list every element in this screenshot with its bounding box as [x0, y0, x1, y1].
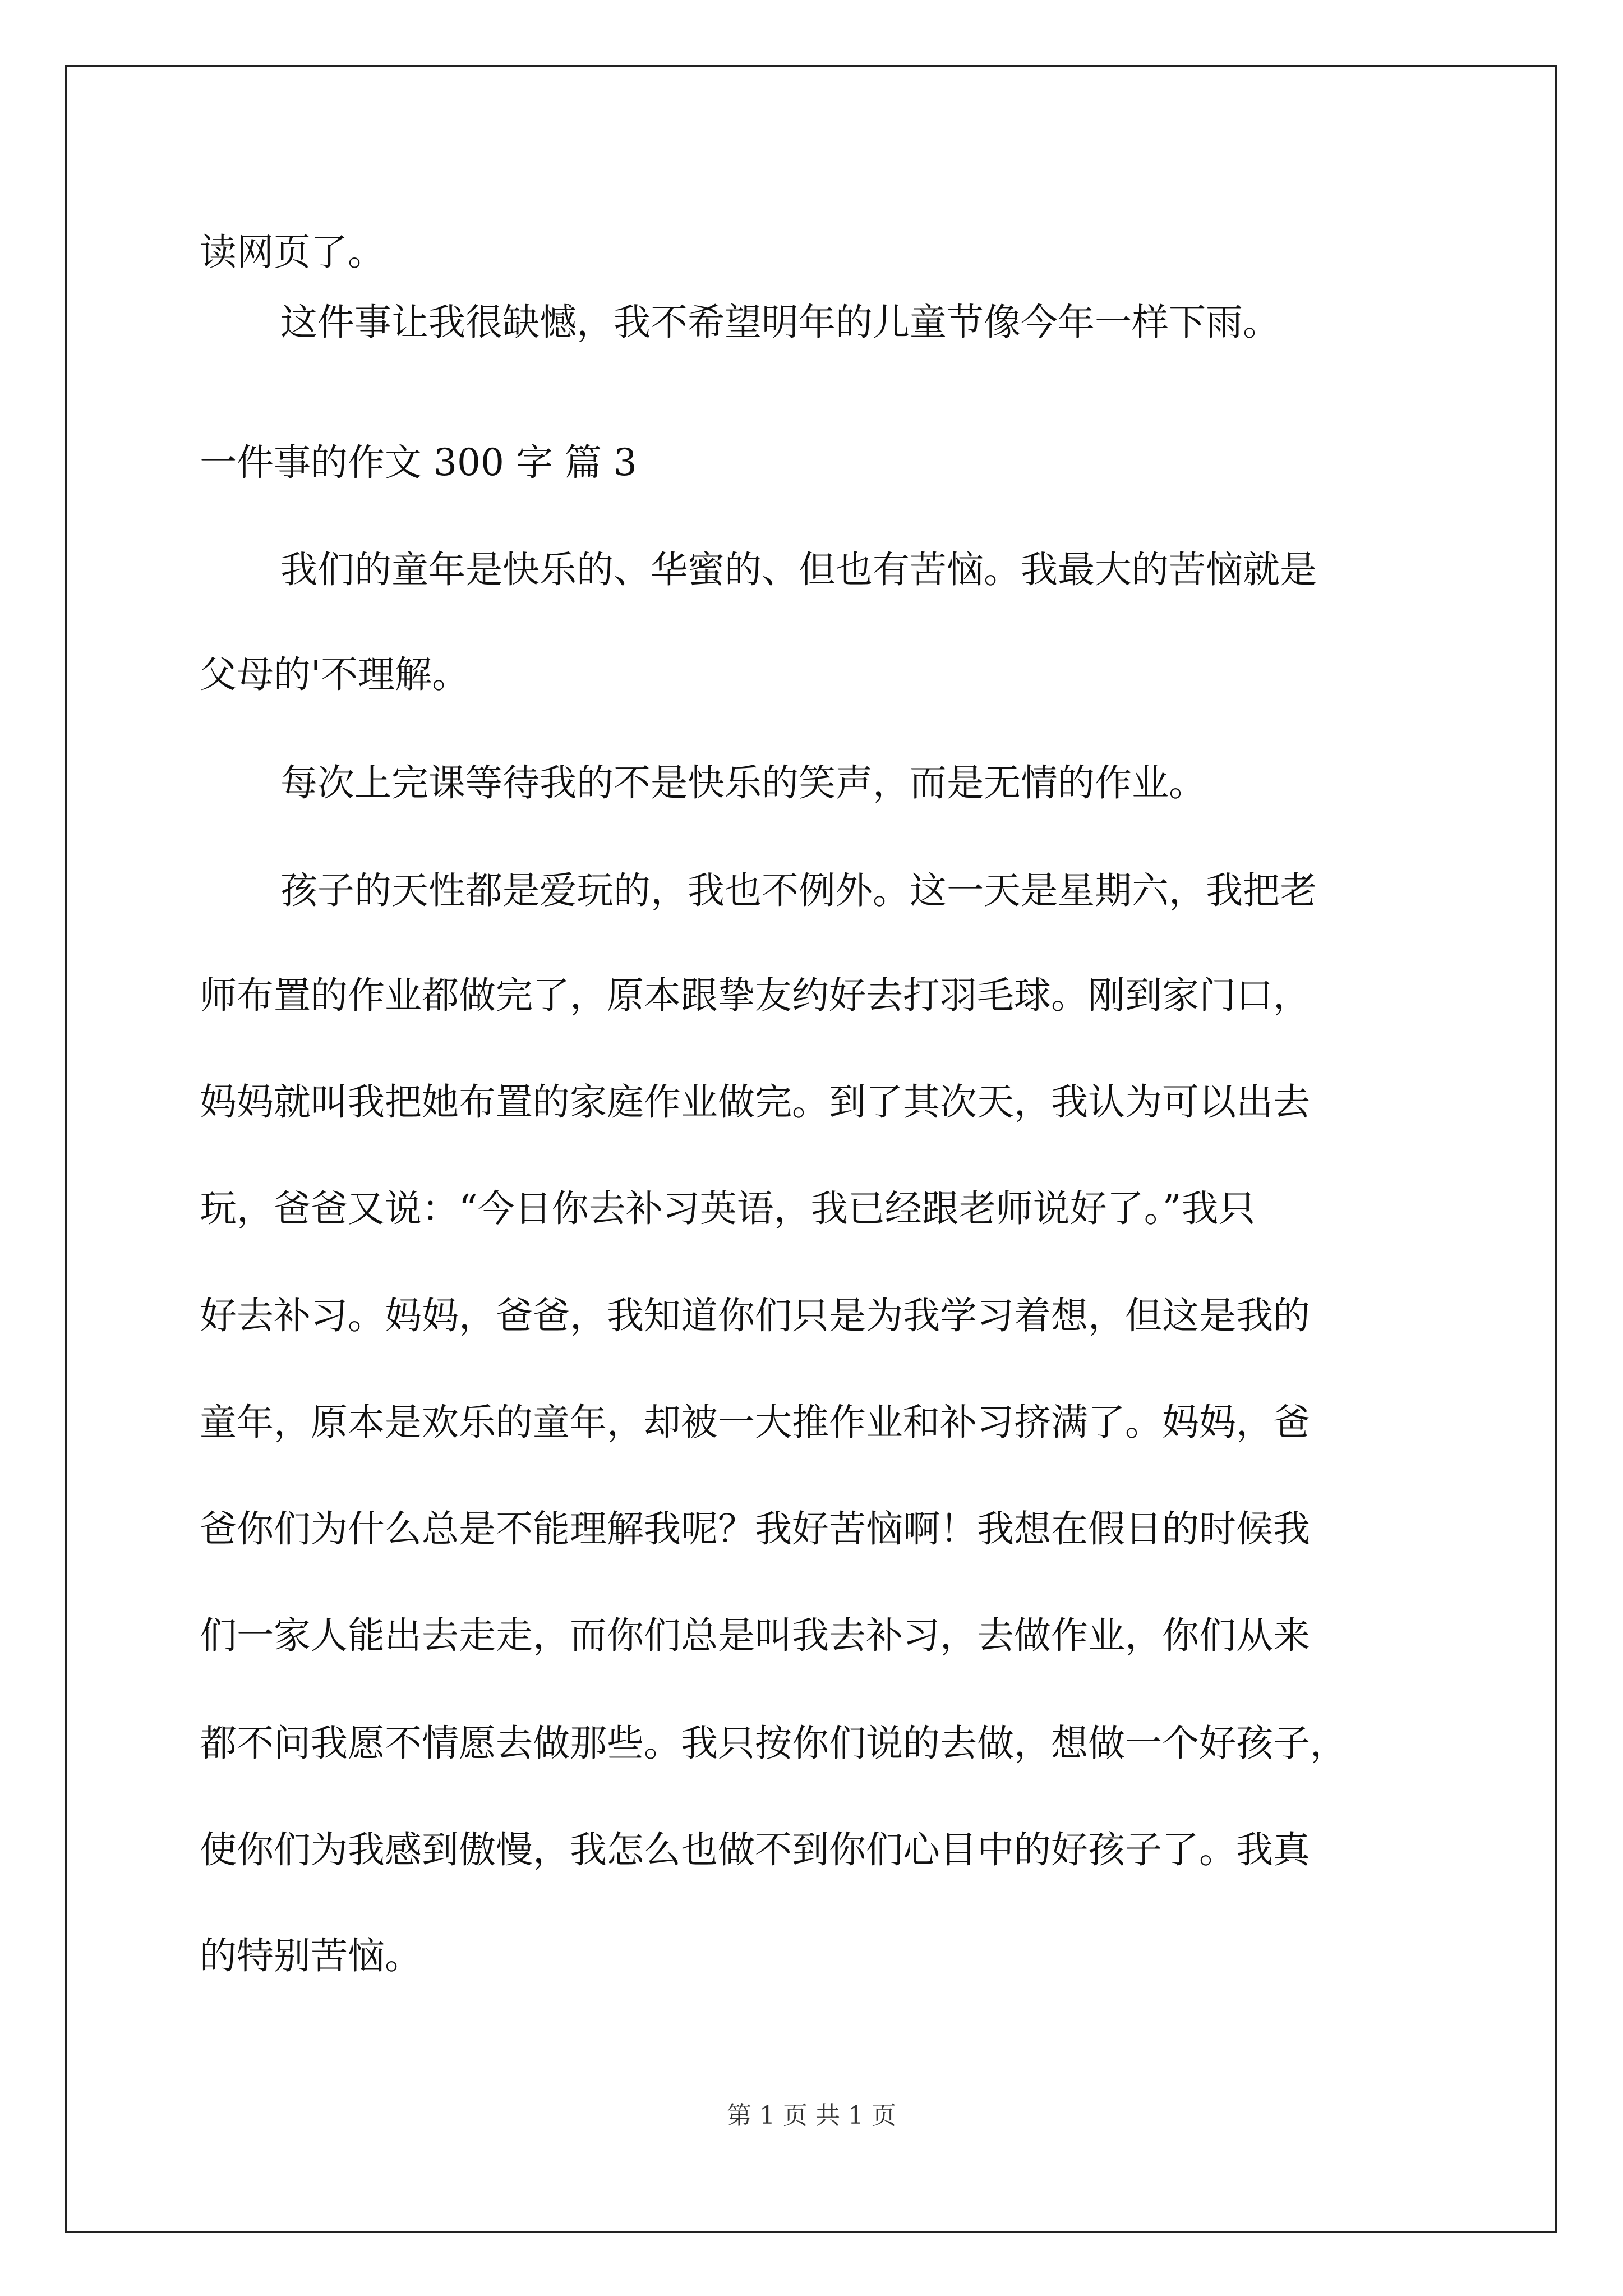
text-line: 都不问我愿不情愿去做那些。我只按你们说的去做，想做一个好孩子，: [200, 1722, 1347, 1765]
page-border: [65, 65, 1557, 2233]
section-heading: 一件事的作文 300 字 篇 3: [200, 441, 637, 484]
text-line: 童年，原本是欢乐的童年，却被一大推作业和补习挤满了。妈妈，爸: [200, 1401, 1310, 1444]
text-line: 玩，爸爸又说：“今日你去补习英语，我已经跟老师说好了。”我只: [200, 1187, 1256, 1230]
page-number-footer: 第 1 页 共 1 页: [727, 2101, 896, 2130]
text-line: 好去补习。妈妈，爸爸，我知道你们只是为我学习着想，但这是我的: [200, 1294, 1310, 1337]
text-line: 使你们为我感到傲慢，我怎么也做不到你们心目中的好孩子了。我真: [200, 1828, 1310, 1871]
text-line: 这件事让我很缺憾，我不希望明年的儿童节像今年一样下雨。: [280, 301, 1280, 344]
text-line: 师布置的作业都做完了，原本跟挚友约好去打羽毛球。刚到家门口，: [200, 974, 1310, 1017]
text-line: 每次上完课等待我的不是快乐的笑声，而是无情的作业。: [280, 761, 1206, 804]
text-line: 们一家人能出去走走，而你们总是叫我去补习，去做作业，你们从来: [200, 1614, 1310, 1657]
text-line: 我们的童年是快乐的、华蜜的、但也有苦恼。我最大的苦恼就是: [280, 548, 1317, 591]
text-line: 父母的'不理解。: [200, 653, 469, 696]
text-line: 孩子的天性都是爱玩的，我也不例外。这一天是星期六，我把老: [280, 869, 1317, 912]
text-line: 读网页了。: [200, 231, 385, 274]
text-line: 爸你们为什么总是不能理解我呢？我好苦恼啊！我想在假日的时候我: [200, 1507, 1310, 1550]
text-line: 妈妈就叫我把她布置的家庭作业做完。到了其次天，我认为可以出去: [200, 1080, 1310, 1124]
text-line: 的特别苦恼。: [200, 1934, 422, 1977]
